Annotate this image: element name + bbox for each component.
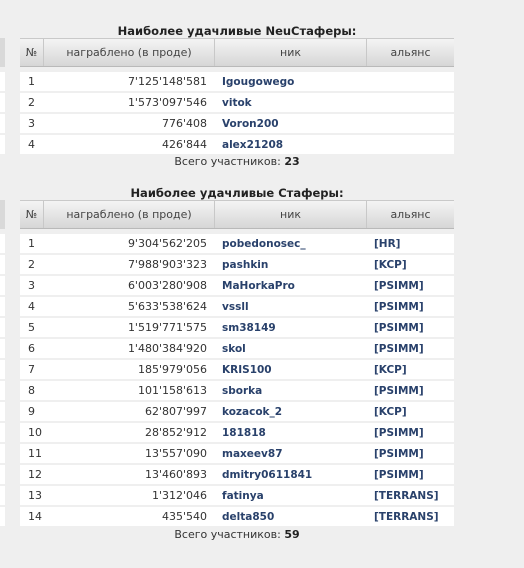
- column-header-nick[interactable]: ник: [215, 201, 367, 228]
- alliance-link[interactable]: [PSIMM]: [374, 342, 424, 355]
- table-row: [20, 486, 454, 505]
- table-row: [20, 507, 454, 526]
- table-row: [20, 318, 454, 337]
- player-nick-link[interactable]: pobedonosec_: [222, 237, 306, 250]
- player-nick-link[interactable]: vssll: [222, 300, 249, 313]
- rank-cell: 4: [28, 138, 35, 151]
- table-row: [20, 465, 454, 484]
- table-edge: [0, 297, 5, 316]
- table-edge: [0, 402, 5, 421]
- rank-cell: 9: [28, 405, 35, 418]
- amount-cell: 1'480'384'920: [127, 342, 207, 355]
- amount-cell: 1'312'046: [151, 489, 207, 502]
- table-edge: [0, 318, 5, 337]
- player-nick-link[interactable]: MaHorkaPro: [222, 279, 295, 292]
- table-row: [20, 339, 454, 358]
- column-header-number[interactable]: №: [20, 39, 44, 66]
- table-edge: [0, 360, 5, 379]
- amount-cell: 13'460'893: [144, 468, 207, 481]
- alliance-link: [367, 135, 454, 154]
- rank-cell: 3: [28, 279, 35, 292]
- table-header: [20, 38, 454, 67]
- table-row: [20, 135, 454, 154]
- column-header-amount[interactable]: награблено (в проде): [44, 201, 215, 228]
- participants-label: Всего участников:: [174, 155, 281, 168]
- table-edge: [0, 38, 5, 67]
- amount-cell: 426'844: [161, 138, 207, 151]
- table-edge: [0, 465, 5, 484]
- rank-cell: 11: [28, 447, 42, 460]
- alliance-link: [367, 114, 454, 133]
- table-row: [20, 381, 454, 400]
- table-edge: [0, 381, 5, 400]
- participants-total: [20, 528, 454, 541]
- participants-total: [20, 155, 454, 168]
- player-nick-link[interactable]: Voron200: [222, 117, 279, 130]
- table-edge: [0, 255, 5, 274]
- alliance-link[interactable]: [TERRANS]: [374, 510, 439, 523]
- amount-cell: 1'573'097'546: [127, 96, 207, 109]
- amount-cell: 7'125'148'581: [127, 75, 207, 88]
- amount-cell: 6'003'280'908: [127, 279, 207, 292]
- alliance-link[interactable]: [HR]: [374, 237, 401, 250]
- table-edge: [0, 234, 5, 253]
- section-title: Наиболее удачливые Стаферы:: [130, 186, 344, 200]
- table-edge: [0, 93, 5, 112]
- amount-cell: 5'633'538'624: [127, 300, 207, 313]
- rank-cell: 7: [28, 363, 35, 376]
- rank-cell: 3: [28, 117, 35, 130]
- player-nick-link[interactable]: 181818: [222, 426, 266, 439]
- table-edge: [0, 276, 5, 295]
- alliance-link[interactable]: [PSIMM]: [374, 279, 424, 292]
- participants-count: 59: [284, 528, 300, 541]
- table-row: [20, 234, 454, 253]
- table-row: [20, 114, 454, 133]
- section-title: Наиболее удачливые NeuСтаферы:: [117, 24, 357, 38]
- table-edge: [0, 444, 5, 463]
- alliance-link[interactable]: [PSIMM]: [374, 426, 424, 439]
- amount-cell: 185'979'056: [137, 363, 207, 376]
- table-row: [20, 297, 454, 316]
- rank-cell: 12: [28, 468, 42, 481]
- participants-label: Всего участников:: [174, 528, 281, 541]
- rank-cell: 10: [28, 426, 42, 439]
- table-edge: [0, 486, 5, 505]
- alliance-link[interactable]: [KCP]: [374, 363, 407, 376]
- table-row: [20, 402, 454, 421]
- alliance-link[interactable]: [PSIMM]: [374, 447, 424, 460]
- amount-cell: 9'304'562'205: [127, 237, 207, 250]
- rank-cell: 5: [28, 321, 35, 334]
- player-nick-link[interactable]: pashkin: [222, 258, 269, 271]
- alliance-link[interactable]: [PSIMM]: [374, 384, 424, 397]
- alliance-link: [367, 93, 454, 112]
- rank-cell: 1: [28, 237, 35, 250]
- amount-cell: 7'988'903'323: [127, 258, 207, 271]
- amount-cell: 13'557'090: [144, 447, 207, 460]
- table-header: [20, 200, 454, 229]
- column-header-alliance[interactable]: альянс: [390, 208, 431, 221]
- alliance-link[interactable]: [PSIMM]: [374, 300, 424, 313]
- amount-cell: 1'519'771'575: [127, 321, 207, 334]
- alliance-link[interactable]: [PSIMM]: [374, 468, 424, 481]
- amount-cell: 101'158'613: [137, 384, 207, 397]
- alliance-link[interactable]: [PSIMM]: [374, 321, 424, 334]
- player-nick-link[interactable]: kozacok_2: [222, 405, 283, 418]
- rank-cell: 14: [28, 510, 42, 523]
- player-nick-link[interactable]: skol: [222, 342, 246, 355]
- rank-cell: 2: [28, 96, 35, 109]
- table-row: [20, 276, 454, 295]
- player-nick-link[interactable]: KRIS100: [222, 363, 272, 376]
- amount-cell: 435'540: [161, 510, 207, 523]
- rank-cell: 2: [28, 258, 35, 271]
- player-nick-link[interactable]: dmitry0611841: [222, 468, 313, 481]
- table-row: [20, 423, 454, 442]
- alliance-link[interactable]: [KCP]: [374, 405, 407, 418]
- table-row: [20, 444, 454, 463]
- player-nick-link[interactable]: fatinya: [222, 489, 264, 502]
- rank-cell: 13: [28, 489, 42, 502]
- player-nick-link[interactable]: delta850: [222, 510, 275, 523]
- table-row: [20, 93, 454, 112]
- table-row: [20, 255, 454, 274]
- player-nick-link[interactable]: Igougowego: [222, 75, 295, 88]
- rank-cell: 8: [28, 384, 35, 397]
- column-header-nick[interactable]: ник: [215, 39, 367, 66]
- player-nick-link[interactable]: vitok: [222, 96, 252, 109]
- column-header-amount[interactable]: награблено (в проде): [44, 39, 215, 66]
- player-nick-link[interactable]: alex21208: [222, 138, 284, 151]
- rank-cell: 6: [28, 342, 35, 355]
- player-nick-link[interactable]: sborka: [222, 384, 263, 397]
- player-nick-link[interactable]: sm38149: [222, 321, 276, 334]
- rank-cell: 4: [28, 300, 35, 313]
- rank-cell: 1: [28, 75, 35, 88]
- table-row: [20, 72, 454, 91]
- table-edge: [0, 114, 5, 133]
- player-nick-link[interactable]: maxeev87: [222, 447, 283, 460]
- table-edge: [0, 339, 5, 358]
- alliance-link[interactable]: [KCP]: [374, 258, 407, 271]
- table-row: [20, 360, 454, 379]
- amount-cell: 776'408: [161, 117, 207, 130]
- table-edge: [0, 507, 5, 526]
- amount-cell: 62'807'997: [144, 405, 207, 418]
- alliance-link: [367, 72, 454, 91]
- table-edge: [0, 135, 5, 154]
- column-header-number[interactable]: №: [20, 201, 44, 228]
- table-edge: [0, 72, 5, 91]
- alliance-link[interactable]: [TERRANS]: [374, 489, 439, 502]
- amount-cell: 28'852'912: [144, 426, 207, 439]
- participants-count: 23: [284, 155, 300, 168]
- table-edge: [0, 423, 5, 442]
- table-edge: [0, 200, 5, 229]
- column-header-alliance[interactable]: альянс: [390, 46, 431, 59]
